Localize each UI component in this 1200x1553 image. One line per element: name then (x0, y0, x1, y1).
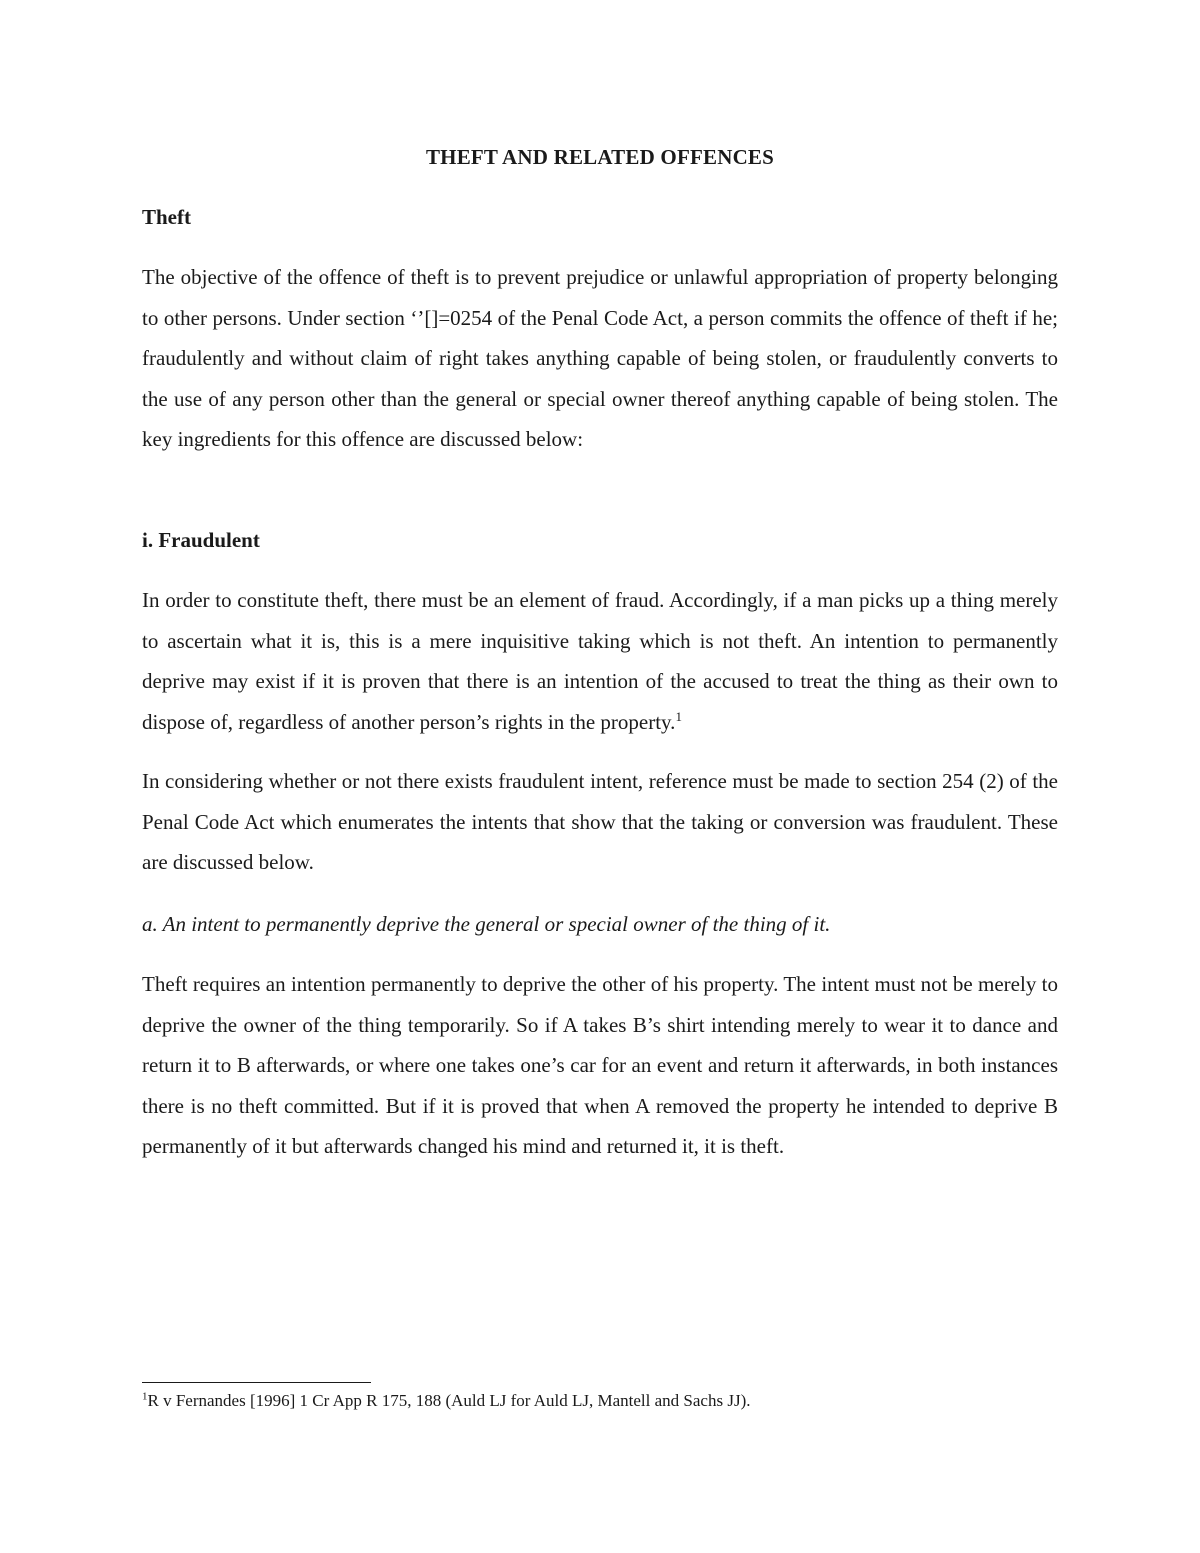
fraud-paragraph (142, 580, 1058, 742)
intent-paragraph-text: In considering whether or not there exists fraudulent intent, reference must be made to section 254 (2) of the Penal Code Act which enumerates the intents that show that the taking or conversion was fraudulent. These are discussed below. (142, 769, 1058, 875)
intro-paragraph-text: The objective of the offence of theft is to prevent prejudice or unlawful appropriation of property belonging to other persons. Under section ‘’[]=0254 of the Penal Code Act, a person commits the offence of theft if he; fraudulently and without claim of right takes anything capable of being stolen, or fraudulently converts to the use of any person other than the general or special owner thereof anything capable of being stolen. The key ingredients for this offence are discussed below: (142, 265, 1058, 452)
intro-paragraph (142, 257, 1058, 460)
footnote-reference[interactable]: 1 (675, 708, 682, 724)
deprive-paragraph-text: Theft requires an intention permanently to deprive the other of his property. The intent must not be merely to deprive the owner of the thing temporarily. So if A takes B’s shirt intending merely to wear it to dance and return it to B afterwards, or where one takes one’s car for an event and return it afterwards, in both instances there is no theft committed. But if it is proved that when A removed the property he intended to deprive B permanently of it but afterwards changed his mind and returned it, it is theft. (142, 972, 1058, 1159)
footnote-number: 1 (142, 1390, 148, 1403)
subheading-fraudulent: i. Fraudulent (142, 528, 260, 552)
document-title: THEFT AND RELATED OFFENCES (425, 145, 775, 169)
footnote-separator (142, 1382, 371, 1383)
intent-paragraph (142, 761, 1058, 883)
subheading-intent-deprive: a. An intent to permanently deprive the general or special owner of the thing of it. (142, 912, 831, 936)
deprive-paragraph (142, 964, 1058, 1167)
fraud-paragraph-body (142, 580, 1058, 742)
section-heading-theft: Theft (142, 205, 191, 229)
footnote-text: R v Fernandes [1996] 1 Cr App R 175, 188 (Auld LJ for Auld LJ, Mantell and Sachs JJ). (147, 1391, 751, 1410)
fraud-paragraph-text: In order to constitute theft, there must be an element of fraud. Accordingly, if a man picks up a thing merely to ascertain what it is, this is a mere inquisitive taking which is not theft. An intention to permanently deprive may exist if it is proven that there is an intention of the accused to treat the thing as their own to dispose of, regardless of another person’s rights in the property. (142, 588, 1058, 734)
footnote-1 (142, 1389, 750, 1413)
